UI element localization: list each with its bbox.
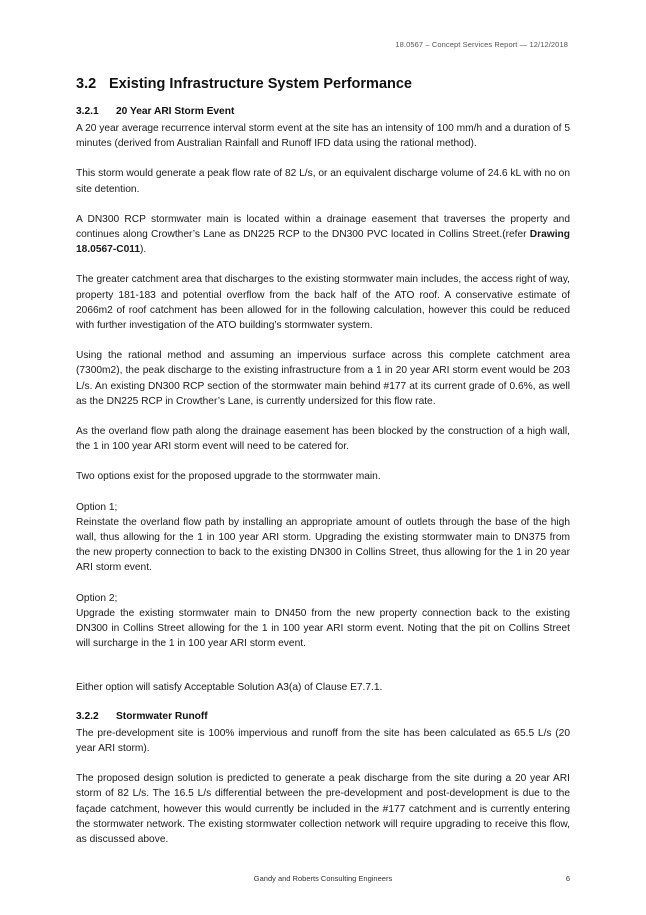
- drawing-reference: Drawing 18.0567-C011: [76, 229, 570, 256]
- paragraph-peak-flow: This storm would generate a peak flow rate of 82 L/s, or an equivalent discharge volume of 24.6 kL with no on site detention.: [76, 168, 570, 195]
- paragraph-stormwater-main: [76, 212, 570, 258]
- document-reference: 18.0567 – Concept Services Report — 12/12/2018: [395, 40, 568, 49]
- footer-company: Gandy and Roberts Consulting Engineers: [253, 874, 393, 883]
- subsection-heading-runoff: [76, 711, 570, 722]
- paragraph-design-solution: The proposed design solution is predicted to generate a peak discharge from the site during a 20 year ARI storm of 82 L/s. The 16.5 L/s differential between the pre-development and post-development is due to the façade catchment, however this would currently be included in the #177 catchment and is currently entering the stormwater network. The existing stormwater collection network will require upgrading to receive this flow, as discussed above.: [76, 773, 570, 845]
- section-heading: [76, 76, 570, 92]
- paragraph-catchment-area: The greater catchment area that discharges to the existing stormwater main includes, the access right of way, property 181-183 and potential overflow from the back half of the ATO roof. A conservative estimate of 2066m2 of roof catchment has been allowed for in the following calculation, however this could be reduced with further investigation of the ATO building’s stormwater system.: [76, 274, 570, 332]
- option-1-text: Reinstate the overland flow path by installing an appropriate amount of outlets through the base of the high wall, thus allowing for the 1 in 100 year ARI storm. Upgrading the existing stormwater main to DN375 from the new property connection to back to the existing DN300 in Collins Street, thus allowing for the 1 in 20 year ARI storm event.: [76, 516, 570, 574]
- paragraph-storm-intensity: A 20 year average recurrence interval storm event at the site has an intensity of 100 mm/h and a duration of 5 minutes (derived from Australian Rainfall and Runoff IFD data using the rational method).: [76, 123, 570, 150]
- subsection-number: 3.2.1: [76, 106, 99, 117]
- option-2-label: Option 2;: [76, 592, 118, 604]
- subsection-title: Stormwater Runoff: [116, 710, 208, 722]
- subsection-number: 3.2.2: [76, 710, 99, 722]
- paragraph-pre-development: The pre-development site is 100% impervious and runoff from the site has been calculated as 65.5 L/s (20 year ARI storm).: [76, 727, 570, 754]
- section-number: 3.2: [76, 76, 97, 92]
- section-title: Existing Infrastructure System Performance: [109, 76, 412, 92]
- spacer: [76, 666, 570, 680]
- page-number: 6: [565, 874, 570, 883]
- paragraph-rational-method: Using the rational method and assuming an impervious surface across this complete catchment area (7300m2), the peak discharge to the existing infrastructure from a 1 in 20 year ARI storm event would be 203 L/s. An existing DN300 RCP section of the stormwater main behind #177 at its current grade of 0.6%, as well as the DN225 RCP in Crowther’s Lane, is currently undersized for this flow rate.: [76, 350, 570, 407]
- paragraph-text: A DN300 RCP stormwater main is located within a drainage easement that traverses the property and continues along Crowther’s Lane as DN225 RCP to the DN300 PVC located in Collins Street.(refer: [76, 213, 570, 241]
- paragraph-overland-flow: As the overland flow path along the drainage easement has been blocked by the construction of a high wall, the 1 in 100 year ARI storm event will need to be catered for.: [76, 426, 570, 453]
- page-content: [76, 76, 570, 862]
- option-2-text: Upgrade the existing stormwater main to DN450 from the new property connection back to the existing DN300 in Collins Street allowing for the 1 in 100 year ARI storm event. Noting that the pit on Collins Street will surcharge in the 1 in 100 year ARI storm event.: [76, 607, 570, 650]
- paragraph-acceptable-solution: Either option will satisfy Acceptable Solution A3(a) of Clause E7.7.1.: [76, 682, 383, 694]
- subsection-heading-storm-event: [76, 106, 570, 117]
- subsection-title: 20 Year ARI Storm Event: [116, 106, 235, 117]
- option-1-label: Option 1;: [76, 501, 118, 513]
- paragraph-text: ).: [140, 244, 147, 256]
- paragraph-options-intro: Two options exist for the proposed upgrade to the stormwater main.: [76, 471, 381, 483]
